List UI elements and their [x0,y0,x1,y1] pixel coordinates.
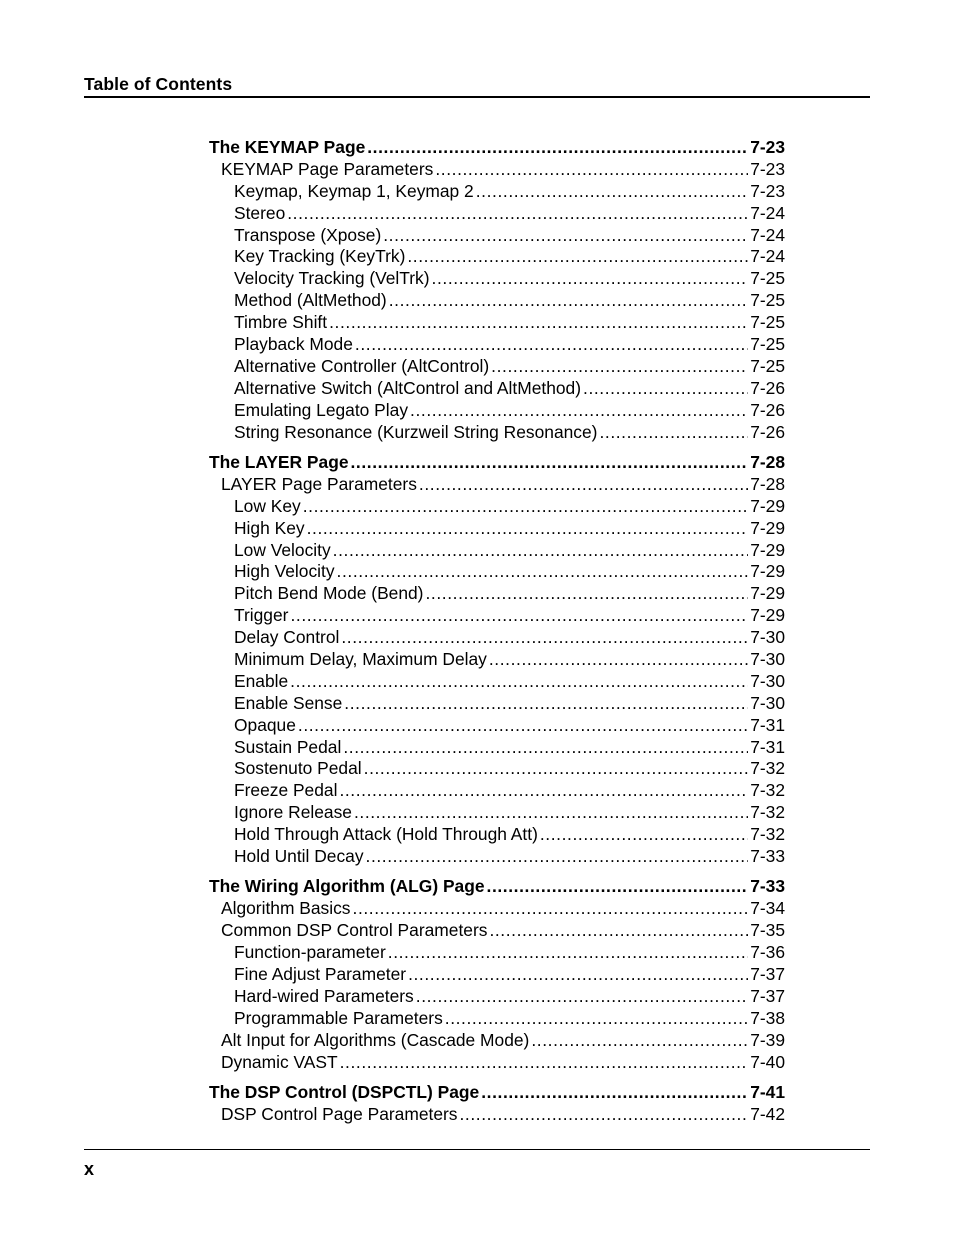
toc-entry-label: Sostenuto Pedal [234,758,362,779]
toc-entry-page: 7-33 [750,876,785,897]
dot-leader [425,583,748,605]
dot-leader [351,452,749,474]
toc-entry-page: 7-31 [750,736,785,757]
toc-entry-page: 7-29 [750,561,785,582]
dot-leader [307,518,749,540]
dot-leader [445,1008,748,1030]
toc-entry-label: The LAYER Page [209,451,349,472]
footer-rule [84,1149,870,1150]
toc-item-entry[interactable] [209,693,785,715]
toc-item-entry[interactable] [209,400,785,422]
toc-section-heading[interactable] [209,876,785,898]
toc-entry-label: Hold Until Decay [234,846,364,866]
dot-leader [407,246,748,268]
toc-entry-page: 7-23 [750,158,785,179]
toc-entry-label: High Key [234,517,305,538]
toc-entry-page: 7-26 [750,399,785,420]
toc-item-entry[interactable] [209,181,785,203]
toc-entry-page: 7-40 [750,1051,785,1072]
toc-section-heading[interactable] [209,137,785,159]
toc-entry-label: High Velocity [234,561,335,582]
toc-entry-page: 7-24 [750,202,785,223]
toc-entry-page: 7-37 [750,985,785,1006]
dot-leader [337,561,749,583]
toc-entry-page: 7-24 [750,246,785,267]
toc-entry-label: Minimum Delay, Maximum Delay [234,648,487,669]
dot-leader [341,627,748,649]
toc-item-entry[interactable] [209,802,785,824]
toc-entry-label: Ignore Release [234,802,352,823]
toc-item-entry[interactable] [209,737,785,759]
dot-leader [383,225,748,247]
toc-item-entry[interactable] [209,334,785,356]
toc-entry-page: 7-32 [750,780,785,801]
dot-leader [343,737,748,759]
toc-entry-label: Fine Adjust Parameter [234,963,407,984]
toc-entry-page: 7-37 [750,963,785,984]
dot-leader [408,964,748,986]
toc-item-entry[interactable] [209,715,785,737]
toc-entry-label: String Resonance (Kurzweil String Resonance) [234,421,598,442]
toc-entry-label: The Wiring Algorithm (ALG) Page [209,876,485,897]
dot-leader [410,400,748,422]
dot-leader [344,693,748,715]
toc-subsection-entry[interactable] [209,474,785,496]
dot-leader [354,802,748,824]
toc-entry-label: Key Tracking (KeyTrk) [234,246,406,267]
table-of-contents [209,137,785,1126]
dot-leader [476,181,748,203]
toc-entry-page: 7-36 [750,942,785,963]
toc-entry-page: 7-29 [750,495,785,516]
toc-entry-page: 7-28 [750,473,785,494]
toc-item-entry[interactable] [209,356,785,378]
dot-leader [435,159,748,181]
toc-entry-page: 7-42 [750,1103,785,1124]
toc-entry-label: Sustain Pedal [234,736,342,757]
toc-entry-label: Enable [234,670,289,691]
toc-entry-label: Opaque [234,714,296,735]
dot-leader [419,474,748,496]
toc-item-entry[interactable] [209,824,785,846]
toc-entry-label: Delay Control [234,627,340,648]
toc-entry-page: 7-38 [750,1007,785,1028]
toc-entry-page: 7-34 [750,898,785,919]
toc-entry-page: 7-30 [750,648,785,669]
toc-entry-page: 7-29 [750,539,785,560]
toc-item-entry[interactable] [209,312,785,334]
toc-entry-label: Keymap, Keymap 1, Keymap 2 [234,180,474,201]
dot-leader [432,268,749,290]
toc-entry-label: Trigger [234,605,289,626]
toc-entry-label: Low Velocity [234,539,331,560]
dot-leader [333,540,749,562]
toc-entry-page: 7-30 [750,627,785,648]
toc-subsection-entry[interactable] [209,1052,785,1074]
toc-entry-page: 7-26 [750,377,785,398]
toc-entry-page: 7-29 [750,517,785,538]
toc-section-heading[interactable] [209,1082,785,1104]
toc-item-entry[interactable] [209,964,785,986]
dot-leader [303,496,748,518]
dot-leader [599,422,748,444]
toc-entry-page: 7-25 [750,355,785,376]
toc-entry-page: 7-25 [750,290,785,311]
toc-entry-label: Alternative Controller (AltControl) [234,355,490,376]
toc-entry-page: 7-39 [750,1029,785,1050]
running-header-title: Table of Contents [84,74,233,94]
toc-entry-label: Emulating Legato Play [234,399,409,420]
dot-leader [355,334,748,356]
toc-item-entry[interactable] [209,203,785,225]
dot-leader [298,715,748,737]
dot-leader [367,137,748,159]
dot-leader [329,312,748,334]
dot-leader [491,356,748,378]
dot-leader [366,846,749,868]
toc-entry-page: 7-23 [750,180,785,201]
toc-item-entry[interactable] [209,290,785,312]
toc-entry-label: Algorithm Basics [221,898,351,919]
toc-item-entry[interactable] [209,758,785,780]
dot-leader [364,758,749,780]
toc-item-entry[interactable] [209,605,785,627]
toc-entry-page: 7-25 [750,312,785,333]
toc-item-entry[interactable] [209,496,785,518]
toc-entry-label: Dynamic VAST [221,1051,338,1072]
toc-entry-label: Freeze Pedal [234,780,338,801]
toc-item-entry[interactable] [209,986,785,1008]
toc-entry-label: LAYER Page Parameters [221,473,417,494]
dot-leader [481,1082,748,1104]
toc-entry-page: 7-23 [750,137,785,157]
toc-entry-label: Playback Mode [234,334,353,355]
toc-entry-label: The KEYMAP Page [209,137,366,157]
toc-entry-label: Pitch Bend Mode (Bend) [234,583,424,604]
toc-entry-label: DSP Control Page Parameters [221,1103,458,1124]
toc-subsection-entry[interactable] [209,159,785,181]
dot-leader [487,876,749,898]
dot-leader [389,290,748,312]
dot-leader [416,986,748,1008]
toc-item-entry[interactable] [209,583,785,605]
toc-subsection-entry[interactable] [209,1030,785,1052]
toc-entry-label: Enable Sense [234,692,343,713]
dot-leader [489,920,748,942]
toc-item-entry[interactable] [209,627,785,649]
dot-leader [353,898,749,920]
toc-entry-label: Low Key [234,495,301,516]
toc-entry-label: The DSP Control (DSPCTL) Page [209,1081,480,1102]
toc-entry-label: Hold Through Attack (Hold Through Att) [234,824,538,845]
dot-leader [460,1104,749,1126]
toc-section-heading[interactable] [209,452,785,474]
dot-leader [340,1052,749,1074]
toc-entry-page: 7-33 [750,846,785,866]
toc-entry-page: 7-30 [750,692,785,713]
toc-item-entry[interactable] [209,942,785,964]
toc-subsection-entry[interactable] [209,1104,785,1126]
toc-item-entry[interactable] [209,671,785,693]
dot-leader [489,649,748,671]
toc-entry-page: 7-30 [750,670,785,691]
dot-leader [339,780,748,802]
header-rule [84,96,870,98]
toc-item-entry[interactable] [209,1008,785,1030]
dot-leader [290,671,748,693]
toc-entry-page: 7-35 [750,920,785,941]
toc-entry-label: Alt Input for Algorithms (Cascade Mode) [221,1029,530,1050]
toc-entry-label: Velocity Tracking (VelTrk) [234,268,430,289]
toc-item-entry[interactable] [209,780,785,802]
toc-entry-page: 7-32 [750,824,785,845]
toc-entry-page: 7-41 [750,1081,785,1102]
toc-entry-page: 7-29 [750,583,785,604]
dot-leader [290,605,748,627]
toc-item-entry[interactable] [209,378,785,400]
toc-entry-page: 7-25 [750,268,785,289]
toc-subsection-entry[interactable] [209,920,785,942]
toc-item-entry[interactable] [209,561,785,583]
dot-leader [583,378,748,400]
page-number: x [84,1159,95,1179]
dot-leader [388,942,748,964]
toc-entry-page: 7-25 [750,334,785,355]
toc-entry-label: Common DSP Control Parameters [221,920,488,941]
toc-entry-label: KEYMAP Page Parameters [221,158,434,179]
toc-entry-page: 7-31 [750,714,785,735]
toc-item-entry[interactable] [209,422,785,444]
toc-item-entry[interactable] [209,268,785,290]
toc-subsection-entry[interactable] [209,898,785,920]
toc-entry-label: Alternative Switch (AltControl and AltMethod) [234,377,582,398]
dot-leader [531,1030,748,1052]
toc-entry-page: 7-26 [750,421,785,442]
toc-entry-label: Programmable Parameters [234,1007,443,1028]
toc-entry-page: 7-32 [750,758,785,779]
toc-item-entry[interactable] [209,246,785,268]
toc-entry-label: Method (AltMethod) [234,290,387,311]
toc-item-entry[interactable] [209,518,785,540]
toc-entry-label: Timbre Shift [234,312,328,333]
toc-entry-label: Hard-wired Parameters [234,985,414,1006]
dot-leader [540,824,748,846]
toc-item-entry[interactable] [209,540,785,562]
toc-entry-page: 7-32 [750,802,785,823]
toc-item-entry[interactable] [209,649,785,671]
toc-entry-label: Stereo [234,202,286,223]
toc-entry-label: Transpose (Xpose) [234,224,382,245]
toc-entry-page: 7-29 [750,605,785,626]
toc-item-entry[interactable] [209,225,785,247]
toc-item-entry[interactable] [209,846,785,868]
dot-leader [287,203,748,225]
toc-entry-label: Function-parameter [234,942,386,963]
toc-entry-page: 7-24 [750,224,785,245]
toc-entry-page: 7-28 [750,451,785,472]
